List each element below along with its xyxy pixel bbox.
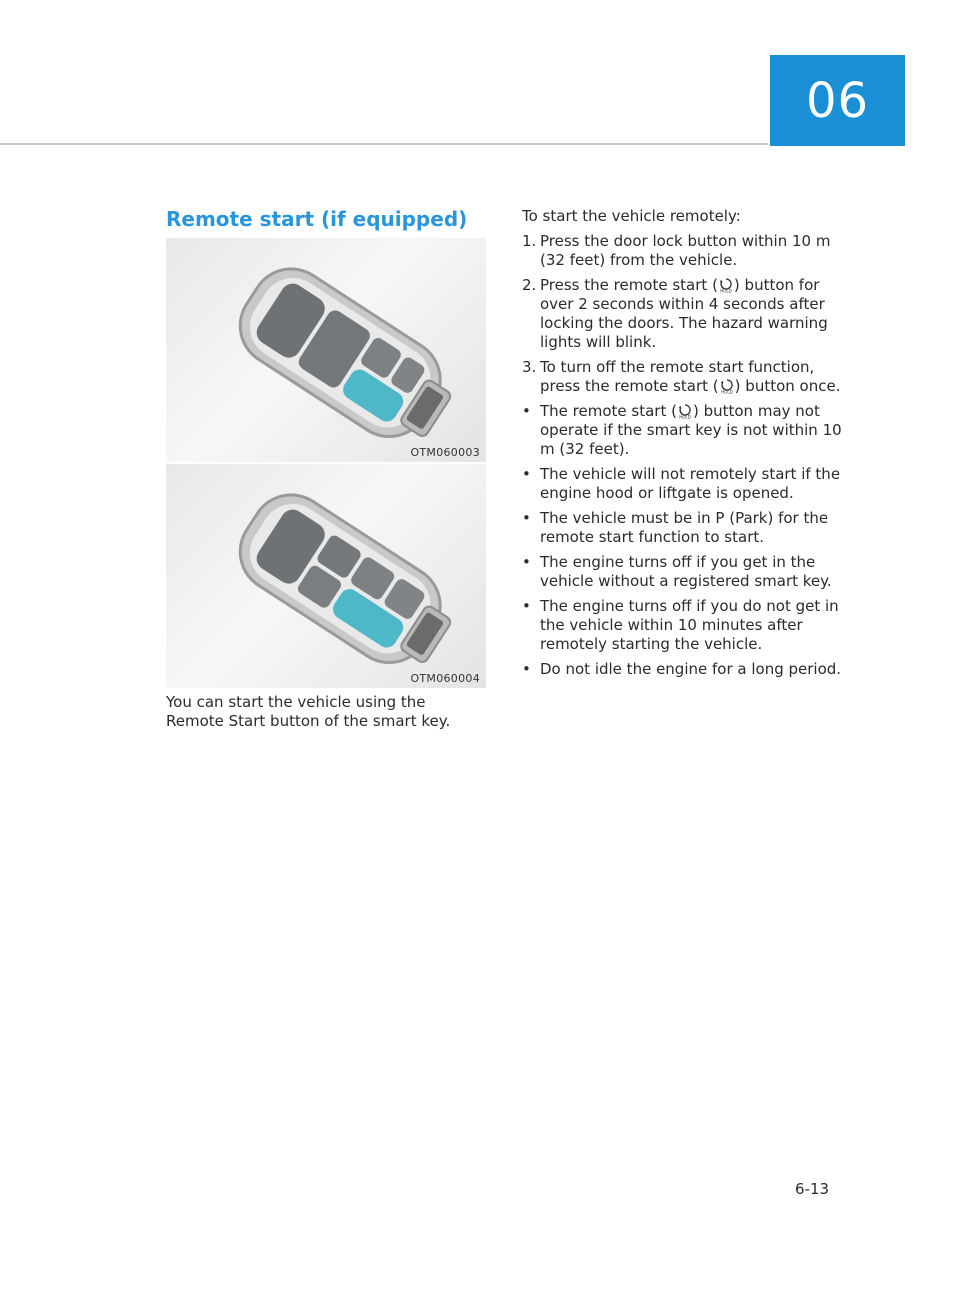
step-item <box>522 358 852 396</box>
step-text: Press the remote start ( HOLD ) button for over 2 seconds within 4 seconds after locking the doors. The hazard warning lights will blink. <box>540 276 828 351</box>
bullet-item <box>522 553 852 591</box>
chapter-tab <box>770 55 905 146</box>
left-body-text: You can start the vehicle using the Remote Start button of the smart key. <box>166 693 451 730</box>
bullet-text: The engine turns off if you get in the vehicle without a registered smart key. <box>540 553 832 590</box>
bullet-text: Do not idle the engine for a long period. <box>540 660 842 678</box>
bullet-char: • <box>522 509 531 527</box>
bullet-text: The engine turns off if you do not get in the vehicle within 10 minutes after remotely starting the vehicle. <box>540 597 839 653</box>
bullet-text: The remote start ( HOLD ) button may not operate if the smart key is not within 10 m (32 feet). <box>540 402 842 458</box>
remote-start-hold-icon <box>719 378 735 394</box>
smart-key-a-image <box>166 238 486 462</box>
remote-start-hold-icon <box>718 277 734 293</box>
chapter-number: 06 <box>805 72 870 129</box>
step-number: 1. <box>522 232 537 250</box>
bullet-item <box>522 402 852 459</box>
figure-b-photo <box>166 464 486 688</box>
bullet-char: • <box>522 553 531 571</box>
step-item <box>522 232 852 270</box>
smart-key-b-image <box>166 464 486 688</box>
step-number: 3. <box>522 358 537 376</box>
step-number: 2. <box>522 276 537 294</box>
bullet-char: • <box>522 597 531 615</box>
figure-a-photo <box>166 238 486 462</box>
header-rule <box>0 143 768 145</box>
step-text: Press the door lock button within 10 m (32 feet) from the vehicle. <box>540 232 831 269</box>
bullet-item <box>522 509 852 547</box>
svg-text:HOLD: HOLD <box>720 288 732 293</box>
bullet-item <box>522 597 852 654</box>
bullet-text: The vehicle will not remotely start if the engine hood or liftgate is opened. <box>540 465 841 502</box>
intro-text: To start the vehicle remotely: <box>522 207 741 225</box>
bullet-text: The vehicle must be in P (Park) for the remote start function to start. <box>540 509 829 546</box>
figure-b-code: OTM060004 <box>410 672 480 685</box>
bullet-char: • <box>522 402 531 420</box>
svg-text:HOLD: HOLD <box>720 389 733 394</box>
bullet-item <box>522 465 852 503</box>
right-column <box>522 207 852 685</box>
bullet-item <box>522 660 852 679</box>
page-number: 6-13 <box>795 1180 830 1198</box>
remote-start-hold-icon <box>677 403 693 419</box>
bullet-char: • <box>522 660 531 678</box>
step-text: To turn off the remote start function, press the remote start ( HOLD ) button once. <box>540 358 841 395</box>
section-title: Remote start (if equipped) <box>166 207 468 231</box>
bullet-char: • <box>522 465 531 483</box>
svg-text:HOLD: HOLD <box>679 414 691 419</box>
step-item <box>522 276 852 352</box>
figure-a-code: OTM060003 <box>410 446 480 459</box>
